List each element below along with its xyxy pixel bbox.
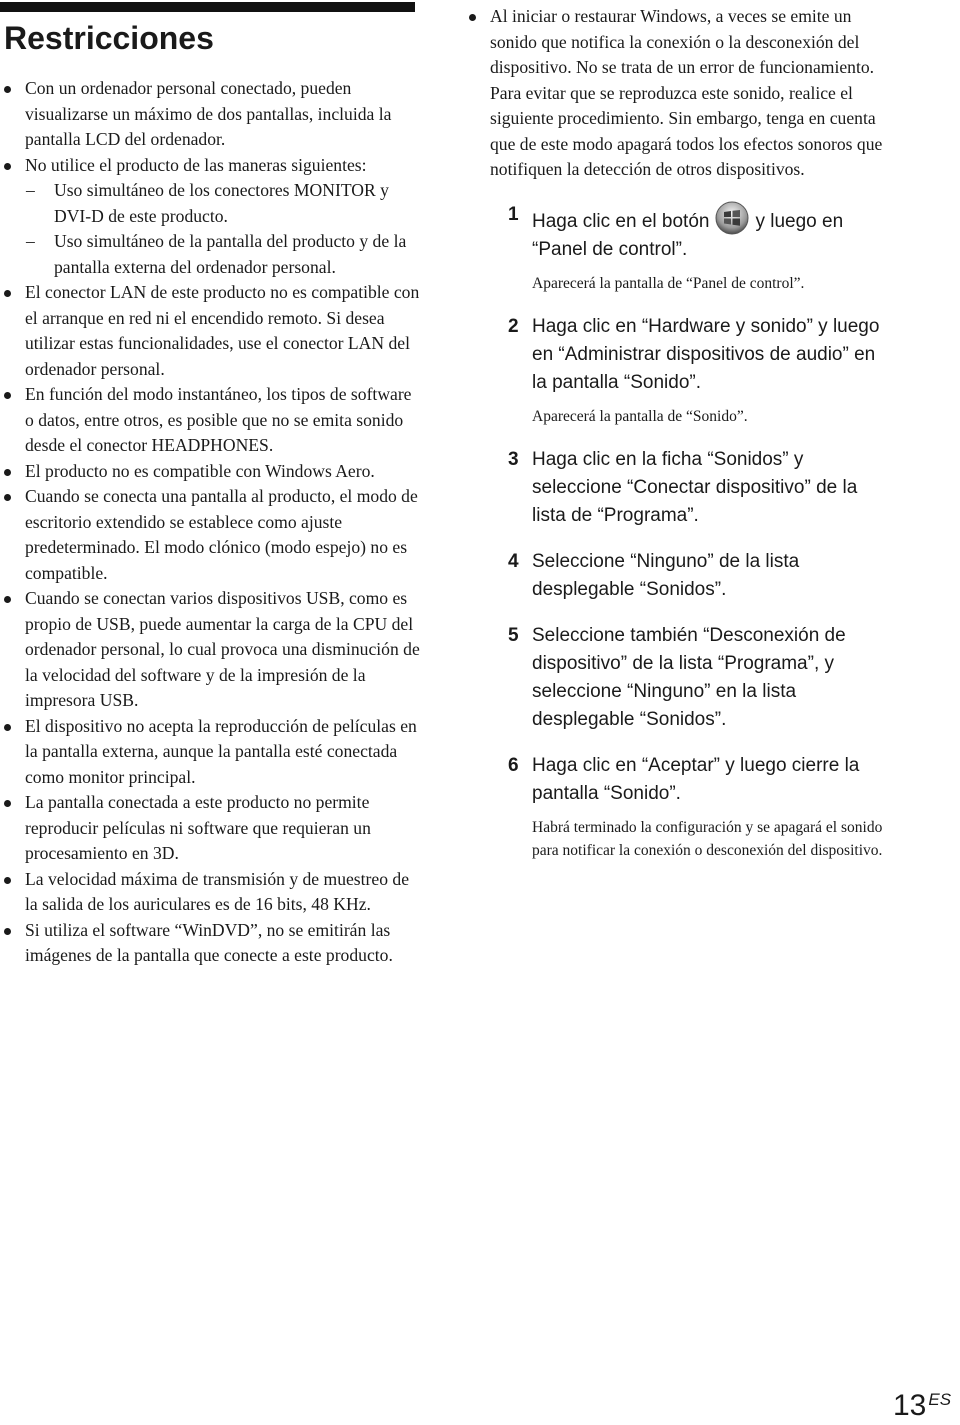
step-note: Aparecerá la pantalla de “Sonido”. bbox=[532, 407, 748, 425]
list-item-text: No utilice el producto de las maneras siguientes: bbox=[25, 154, 367, 175]
list-item: El dispositivo no acepta la reproducción de películas en la pantalla externa, aunque la pantalla esté conectada como monitor principal. bbox=[0, 714, 420, 791]
restrictions-list-right bbox=[465, 4, 885, 880]
sub-list-item: – Uso simultáneo de la pantalla del producto y de la pantalla externa del ordenador personal. bbox=[25, 229, 420, 280]
list-item: Con un ordenador personal conectado, pueden visualizarse un máximo de dos pantallas, incluida la pantalla LCD del ordenador. bbox=[0, 76, 420, 153]
step-text: Haga clic en “Hardware y sonido” y luego en “Administrar dispositivos de audio” en la pantalla “Sonido”. bbox=[532, 315, 880, 393]
step-note: Aparecerá la pantalla de “Panel de control”. bbox=[532, 274, 805, 292]
step-item bbox=[465, 201, 885, 295]
windows-start-icon bbox=[715, 201, 749, 235]
step-number: 4 bbox=[508, 550, 519, 572]
procedure-steps bbox=[465, 201, 885, 862]
step-number: 2 bbox=[508, 315, 519, 337]
page-title: Restricciones bbox=[4, 20, 214, 56]
step-item bbox=[465, 622, 885, 734]
list-item: Cuando se conecta una pantalla al producto, el modo de escritorio extendido se establece como ajuste predeterminado. El modo clónico (modo espejo) no es compatible. bbox=[0, 484, 420, 586]
step-text: Seleccione “Ninguno” de la lista desplegable “Sonidos”. bbox=[532, 550, 800, 600]
step-note: Habrá terminado la configuración y se apagará el sonido para notificar la conexión o desconexión del dispositivo. bbox=[532, 818, 883, 859]
step-text: Seleccione también “Desconexión de dispositivo” de la lista “Programa”, y seleccione “Ninguno” en la lista desplegable “Sonidos”. bbox=[532, 624, 846, 730]
step-item bbox=[465, 446, 885, 530]
step-item bbox=[465, 752, 885, 862]
step-text: Haga clic en “Aceptar” y luego cierre la pantalla “Sonido”. bbox=[532, 754, 860, 804]
step-number: 1 bbox=[508, 203, 519, 225]
step-item bbox=[465, 548, 885, 604]
sub-list-item: – Uso simultáneo de los conectores MONITOR y DVI-D de este producto. bbox=[25, 178, 420, 229]
list-item: La pantalla conectada a este producto no permite reproducir películas ni software que requieran un procesamiento en 3D. bbox=[0, 790, 420, 867]
list-item: El conector LAN de este producto no es compatible con el arranque en red ni el encendido remoto. Si desea utilizar estas funcionalidades, use el conector LAN del ordenador personal. bbox=[0, 280, 420, 382]
list-item: Cuando se conectan varios dispositivos USB, como es propio de USB, puede aumentar la carga de la CPU del ordenador personal, lo cual provoca una disminución de la velocidad del software y de la impresión de la impresora USB. bbox=[0, 586, 420, 714]
list-item: Al iniciar o restaurar Windows, a veces se emite un sonido que notifica la conexión o la desconexión del dispositivo. No se trata de un error de funcionamiento. Para evitar que se reproduzca este sonido, realice el siguiente procedimiento. Sin embargo, tenga en cuenta que de este modo apagará todos los efectos sonoros que notifiquen la detección de otros dispositivos. bbox=[465, 4, 885, 183]
restrictions-list-left bbox=[0, 76, 420, 969]
section-rule bbox=[0, 2, 415, 12]
list-item: En función del modo instantáneo, los tipos de software o datos, entre otros, es posible que no se emita sonido desde el conector HEADPHONES. bbox=[0, 382, 420, 459]
step-text: Haga clic en el botón bbox=[532, 210, 710, 232]
step-number: 5 bbox=[508, 624, 519, 646]
list-item: El producto no es compatible con Windows Aero. bbox=[0, 459, 420, 485]
page-number bbox=[893, 1388, 951, 1424]
step-number: 6 bbox=[508, 754, 519, 776]
language-code: ES bbox=[928, 1390, 952, 1409]
step-text: y luego en “Panel de control”. bbox=[532, 210, 844, 260]
step-item bbox=[465, 313, 885, 428]
list-item: Si utiliza el software “WinDVD”, no se emitirán las imágenes de la pantalla que conecte a este producto. bbox=[0, 918, 420, 969]
list-item bbox=[0, 153, 420, 281]
step-number: 3 bbox=[508, 448, 519, 470]
page-number-value: 13 bbox=[893, 1389, 927, 1422]
list-item: La velocidad máxima de transmisión y de muestreo de la salida de los auriculares es de 16 bits, 48 KHz. bbox=[0, 867, 420, 918]
step-text: Haga clic en la ficha “Sonidos” y seleccione “Conectar dispositivo” de la lista de “Programa”. bbox=[532, 448, 858, 526]
